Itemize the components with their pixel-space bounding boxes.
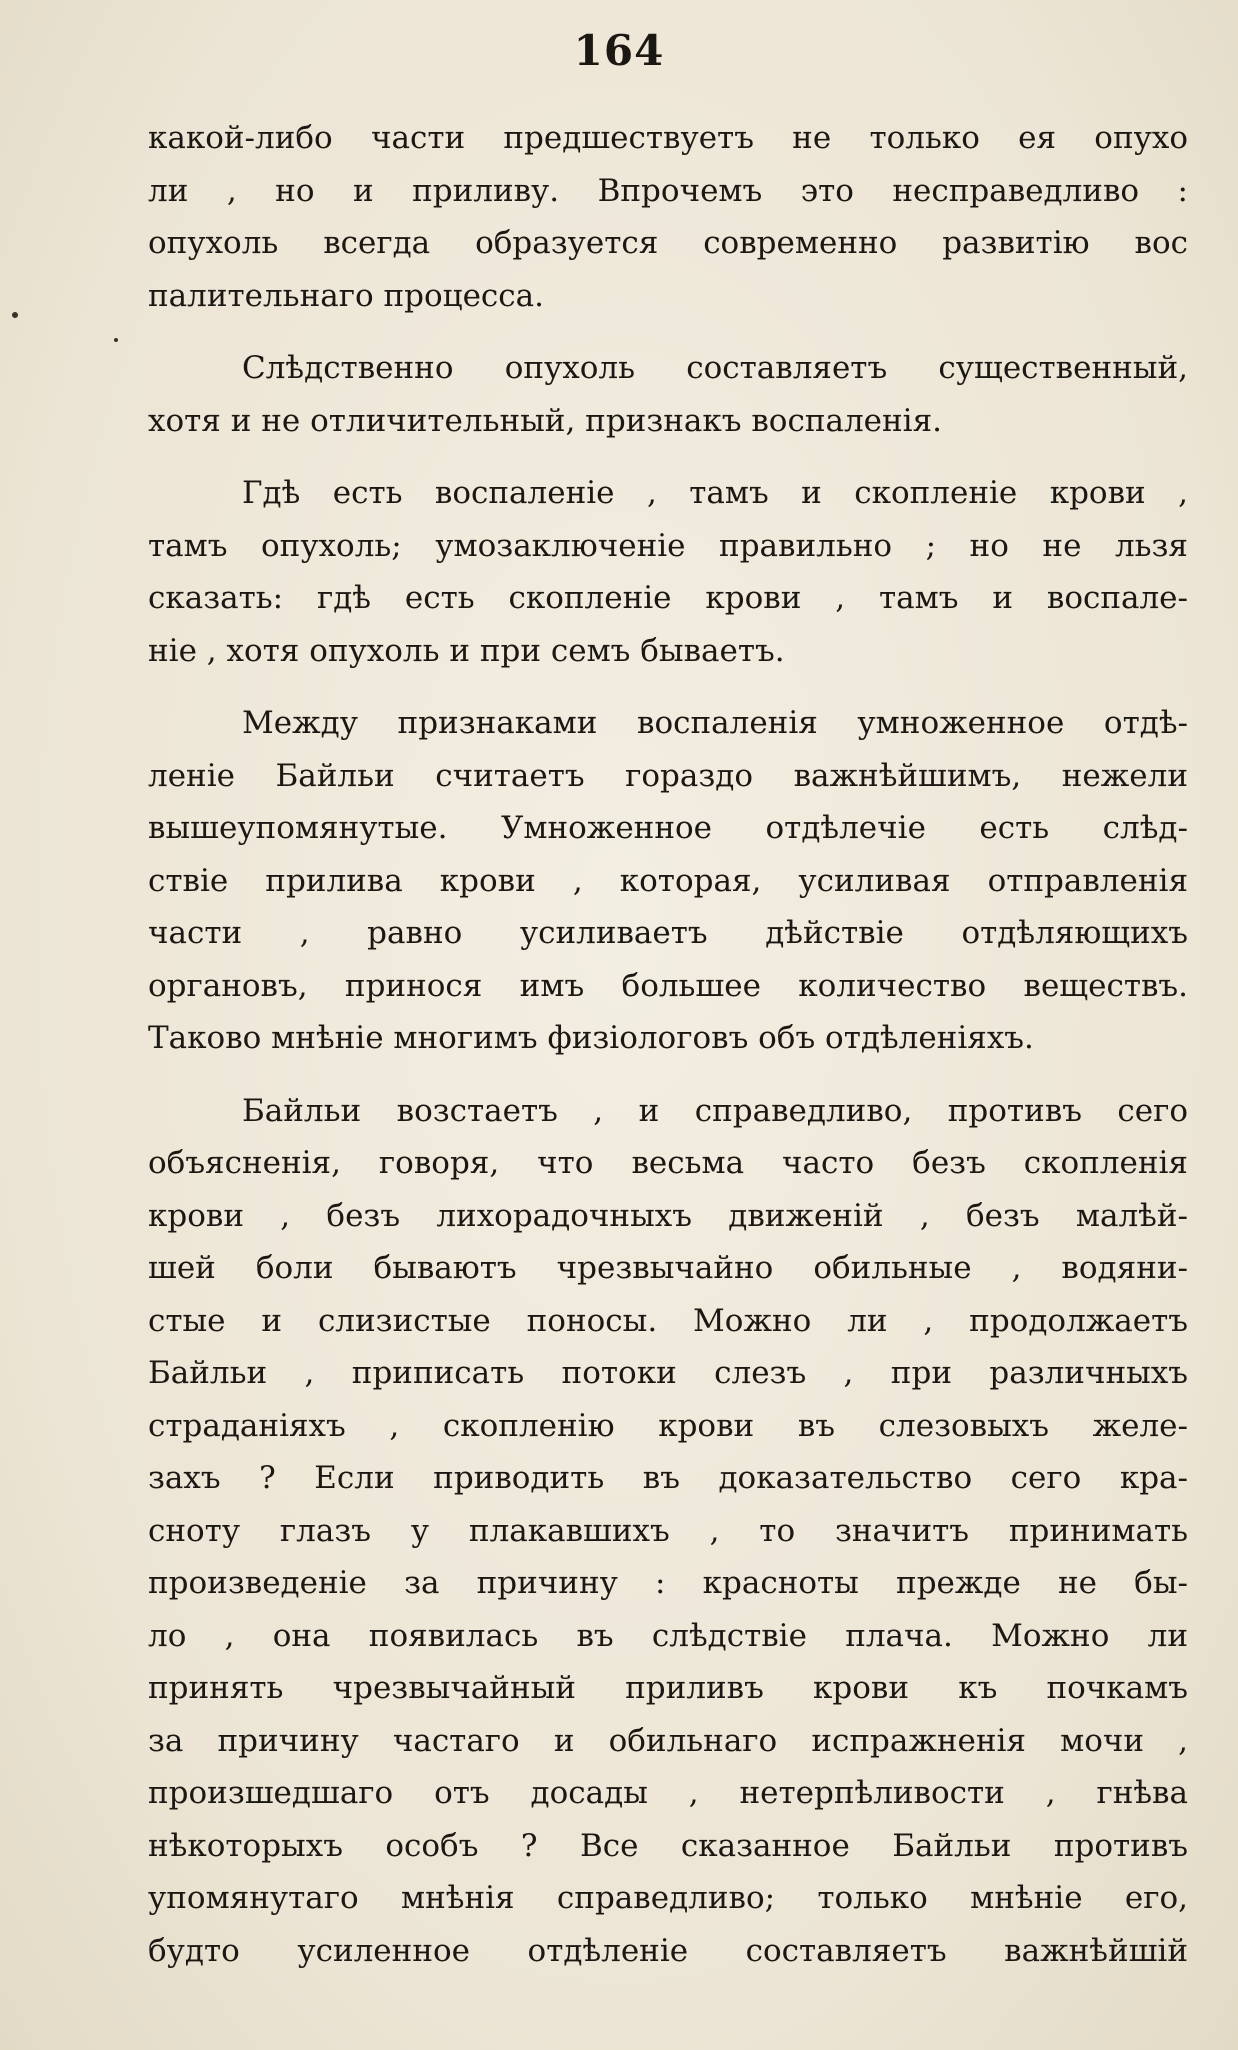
text-line: Таково мнѣніе многимъ физіологовъ объ отдѣленіяхъ. bbox=[148, 1020, 1034, 1056]
text-line: объясненія, говоря, что весьма часто безъ скопленія bbox=[148, 1145, 1188, 1181]
text-line: Байльи , приписать потоки слезъ , при различныхъ bbox=[148, 1355, 1188, 1391]
page-number: 164 bbox=[573, 26, 665, 75]
text-line: Между признаками воспаленія умноженное отдѣ- bbox=[242, 705, 1188, 741]
text-line: Гдѣ есть воспаленіе , тамъ и скопленіе крови , bbox=[242, 475, 1188, 511]
body-text bbox=[148, 112, 1188, 1977]
text-line: страданіяхъ , скопленію крови въ слезовыхъ желе- bbox=[148, 1407, 1188, 1444]
paragraph bbox=[148, 112, 1188, 322]
text-line: палительнаго процесса. bbox=[148, 277, 544, 314]
text-line: произшедшаго отъ досады , нетерпѣливости , гнѣва bbox=[148, 1775, 1188, 1811]
text-line: нѣкоторыхъ особъ ? Все сказанное Байльи противъ bbox=[148, 1827, 1188, 1864]
text-line: стые и слизистые поносы. Можно ли , продолжаетъ bbox=[148, 1302, 1188, 1339]
text-line: произведеніе за причину : красноты прежде не бы- bbox=[148, 1565, 1188, 1601]
text-line: Байльи возстаетъ , и справедливо, противъ сего bbox=[242, 1092, 1188, 1129]
text-line: упомянутаго мнѣнія справедливо; только мнѣніе его, bbox=[148, 1880, 1188, 1916]
text-line: опухоль всегда образуется современно развитію вос bbox=[148, 225, 1188, 261]
text-line: хотя и не отличительный, признакъ воспаленія. bbox=[148, 402, 942, 439]
text-line: принять чрезвычайный приливъ крови къ почкамъ bbox=[148, 1670, 1188, 1706]
paragraph bbox=[148, 467, 1188, 677]
text-line: захъ ? Если приводить въ доказательство сего кра- bbox=[148, 1460, 1188, 1496]
text-line: сноту глазъ у плакавшихъ , то значитъ принимать bbox=[148, 1512, 1188, 1549]
text-line: вышеупомянутые. Умноженное отдѣлечіе есть слѣд- bbox=[148, 810, 1188, 846]
text-line: органовъ, принося имъ большее количество веществъ. bbox=[148, 967, 1188, 1004]
ink-speck bbox=[114, 338, 118, 342]
ink-speck bbox=[12, 312, 18, 318]
text-line: за причину частаго и обильнаго испражненія мочи , bbox=[148, 1722, 1188, 1759]
text-line: крови , безъ лихорадочныхъ движеній , безъ малѣй- bbox=[148, 1197, 1188, 1234]
text-line: Слѣдственно опухоль составляетъ существенный, bbox=[242, 350, 1188, 386]
text-line: ніе , хотя опухоль и при семъ бываетъ. bbox=[148, 632, 785, 669]
text-line: ло , она появилась въ слѣдствіе плача. Можно ли bbox=[148, 1617, 1188, 1654]
paragraph bbox=[148, 342, 1188, 447]
text-line: тамъ опухоль; умозаключеніе правильно ; но не льзя bbox=[148, 527, 1188, 564]
paragraph bbox=[148, 1085, 1188, 1978]
text-line: шей боли бываютъ чрезвычайно обильные , водяни- bbox=[148, 1250, 1188, 1286]
text-line: ли , но и приливу. Впрочемъ это несправедливо : bbox=[148, 172, 1188, 209]
text-line: части , равно усиливаетъ дѣйствіе отдѣляющихъ bbox=[148, 915, 1188, 951]
paragraph bbox=[148, 697, 1188, 1065]
text-line: леніе Байльи считаетъ гораздо важнѣйшимъ, нежели bbox=[148, 757, 1188, 794]
text-line: ствіе прилива крови , которая, усиливая отправленія bbox=[148, 862, 1188, 899]
text-line: какой-либо части предшествуетъ не только ея опухо bbox=[148, 120, 1188, 156]
text-line: будто усиленное отдѣленіе составляетъ важнѣйшій bbox=[148, 1932, 1188, 1969]
text-line: сказать: гдѣ есть скопленіе крови , тамъ и воспале- bbox=[148, 580, 1188, 616]
